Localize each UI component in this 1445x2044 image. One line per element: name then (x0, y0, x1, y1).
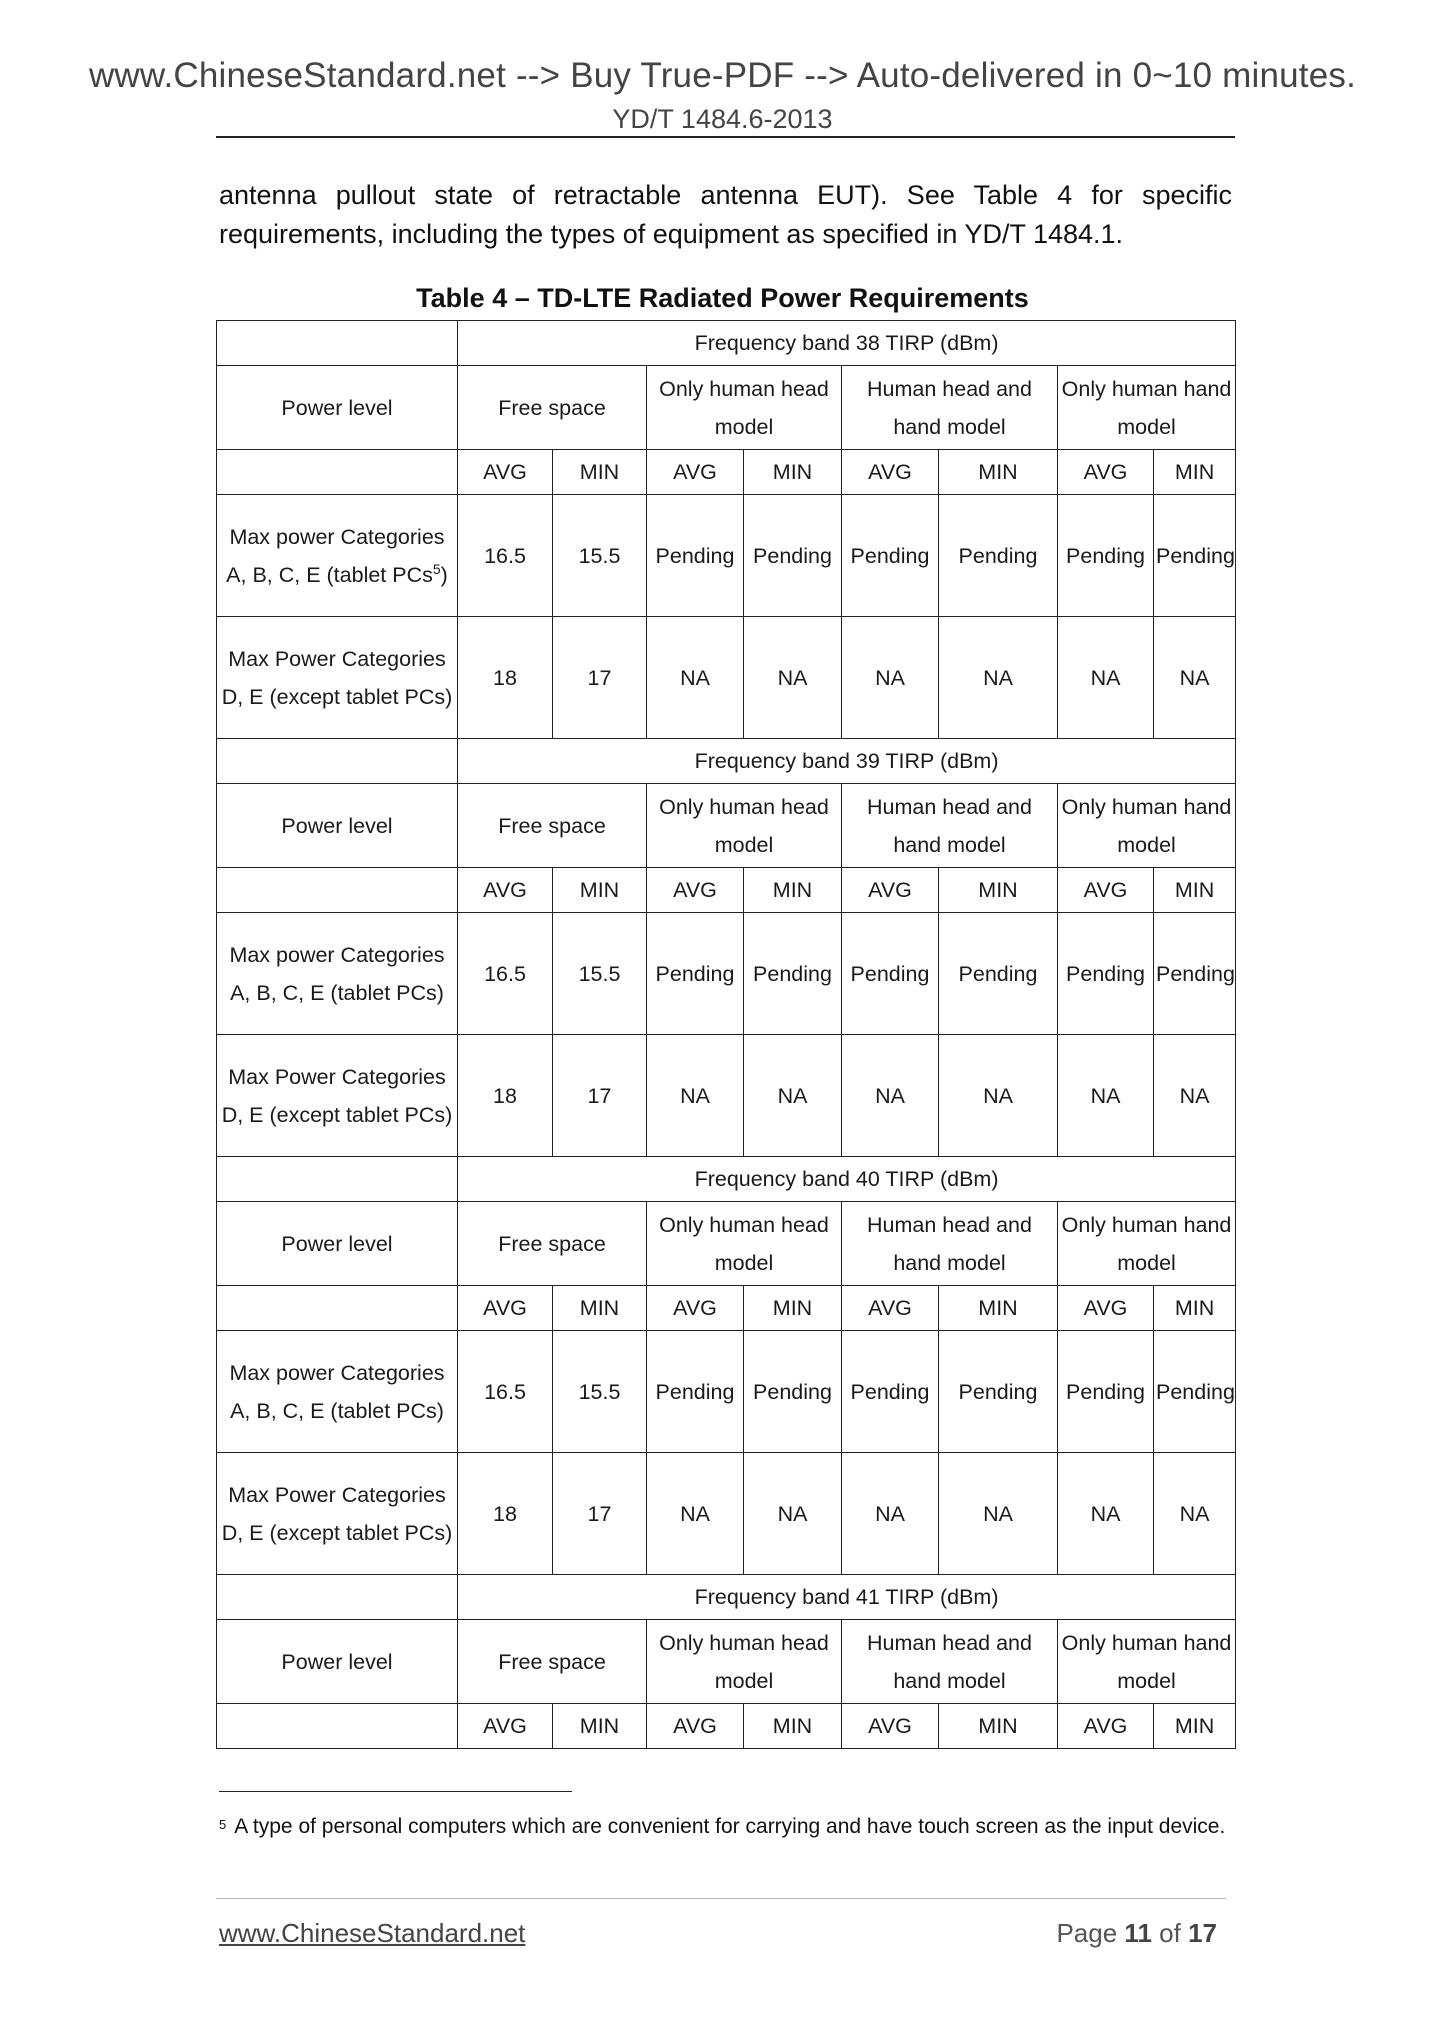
blank-cell (217, 450, 458, 495)
band-row (217, 321, 1236, 366)
band-header: Frequency band 40 TIRP (dBm) (458, 1157, 1236, 1202)
statistic-header: AVG (458, 868, 553, 913)
statistic-header: AVG (458, 450, 553, 495)
statistic-header-row (217, 868, 1236, 913)
value-cell: 15.5 (553, 1331, 647, 1453)
statistic-header-row (217, 1704, 1236, 1749)
statistic-header: MIN (939, 868, 1058, 913)
value-cell: Pending (647, 913, 744, 1035)
table-row (217, 1035, 1236, 1157)
statistic-header: MIN (1154, 868, 1236, 913)
statistic-header: MIN (939, 1704, 1058, 1749)
band-header: Frequency band 41 TIRP (dBm) (458, 1575, 1236, 1620)
statistic-header: MIN (1154, 1286, 1236, 1331)
value-cell: Pending (744, 1331, 842, 1453)
environment-header: Free space (458, 366, 647, 450)
value-cell: NA (744, 1453, 842, 1575)
environment-header: Only human head model (647, 366, 842, 450)
statistic-header-row (217, 450, 1236, 495)
value-cell: NA (1058, 617, 1154, 739)
value-cell: Pending (1058, 495, 1154, 617)
environment-header-row (217, 366, 1236, 450)
statistic-header: MIN (553, 868, 647, 913)
footnote-mark: 5 (219, 1817, 227, 1832)
environment-header-row (217, 1620, 1236, 1704)
value-cell: NA (1058, 1453, 1154, 1575)
power-level-header: Power level (217, 366, 458, 450)
table-container (216, 320, 1235, 1749)
value-cell: 18 (458, 1453, 553, 1575)
value-cell: NA (647, 1035, 744, 1157)
environment-header: Free space (458, 784, 647, 868)
environment-header: Only human hand model (1058, 1620, 1236, 1704)
page-of: of (1159, 1918, 1181, 1948)
statistic-header: MIN (744, 1286, 842, 1331)
row-label (217, 1331, 458, 1453)
statistic-header: AVG (1058, 1704, 1154, 1749)
statistic-header: AVG (1058, 1286, 1154, 1331)
value-cell: Pending (842, 495, 939, 617)
environment-header: Only human hand model (1058, 1202, 1236, 1286)
row-label-text: Max power Categories A, B, C, E (tablet PCs (226, 524, 445, 587)
value-cell: Pending (647, 495, 744, 617)
value-cell: Pending (744, 913, 842, 1035)
footnote-text: A type of personal computers which are convenient for carrying and have touch screen as the input device. (234, 1815, 1226, 1838)
environment-header: Only human head model (647, 1620, 842, 1704)
environment-header: Human head and hand model (842, 784, 1058, 868)
statistic-header: MIN (744, 450, 842, 495)
value-cell: Pending (1058, 913, 1154, 1035)
page-current: 11 (1124, 1918, 1152, 1948)
environment-header-row (217, 784, 1236, 868)
value-cell: Pending (1154, 1331, 1236, 1453)
statistic-header: AVG (647, 1704, 744, 1749)
standard-number: YD/T 1484.6-2013 (612, 104, 833, 134)
environment-header: Only human hand model (1058, 366, 1236, 450)
value-cell: Pending (939, 495, 1058, 617)
statistic-header: AVG (842, 1704, 939, 1749)
statistic-header: AVG (842, 868, 939, 913)
statistic-header: AVG (1058, 868, 1154, 913)
statistic-header: AVG (458, 1704, 553, 1749)
statistic-header: AVG (647, 1286, 744, 1331)
site-banner: www.ChineseStandard.net --> Buy True-PDF --> Auto-delivered in 0~10 minutes. (88, 56, 1357, 95)
blank-cell (217, 739, 458, 784)
power-level-header: Power level (217, 1620, 458, 1704)
value-cell: NA (1154, 1035, 1236, 1157)
value-cell: 15.5 (553, 913, 647, 1035)
value-cell: 17 (553, 1453, 647, 1575)
table-row (217, 1331, 1236, 1453)
blank-cell (217, 1157, 458, 1202)
value-cell: Pending (1058, 1331, 1154, 1453)
blank-cell (217, 321, 458, 366)
value-cell: NA (939, 617, 1058, 739)
value-cell: Pending (1154, 495, 1236, 617)
value-cell: NA (744, 617, 842, 739)
value-cell: Pending (842, 913, 939, 1035)
value-cell: Pending (647, 1331, 744, 1453)
statistic-header: MIN (1154, 1704, 1236, 1749)
environment-header-row (217, 1202, 1236, 1286)
power-level-header: Power level (217, 1202, 458, 1286)
footer-site-link[interactable]: www.ChineseStandard.net (219, 1918, 526, 1948)
environment-header: Human head and hand model (842, 1202, 1058, 1286)
table-row (217, 1453, 1236, 1575)
blank-cell (217, 1704, 458, 1749)
power-level-header: Power level (217, 784, 458, 868)
value-cell: Pending (744, 495, 842, 617)
footnote-divider (219, 1791, 572, 1792)
row-label-text: Max Power Categories D, E (except tablet PCs) (221, 1482, 453, 1545)
page-prefix: Page (1056, 1918, 1118, 1948)
statistic-header: AVG (647, 868, 744, 913)
statistic-header: MIN (553, 1286, 647, 1331)
header-divider (216, 136, 1235, 138)
value-cell: 17 (553, 617, 647, 739)
footnote (219, 1808, 1232, 1846)
row-label-text: Max Power Categories D, E (except tablet PCs) (221, 646, 453, 709)
value-cell: NA (842, 617, 939, 739)
value-cell: 17 (553, 1035, 647, 1157)
value-cell: NA (842, 1035, 939, 1157)
value-cell: NA (647, 1453, 744, 1575)
environment-header: Only human hand model (1058, 784, 1236, 868)
value-cell: Pending (1154, 913, 1236, 1035)
statistic-header: MIN (744, 868, 842, 913)
band-row (217, 1575, 1236, 1620)
band-header: Frequency band 39 TIRP (dBm) (458, 739, 1236, 784)
value-cell: 16.5 (458, 495, 553, 617)
environment-header: Only human head model (647, 1202, 842, 1286)
statistic-header: AVG (842, 450, 939, 495)
table-row (217, 913, 1236, 1035)
band-header: Frequency band 38 TIRP (dBm) (458, 321, 1236, 366)
row-label-text: Max power Categories A, B, C, E (tablet PCs) (229, 1360, 445, 1423)
table-row (217, 495, 1236, 617)
band-row (217, 739, 1236, 784)
band-row (217, 1157, 1236, 1202)
value-cell: 16.5 (458, 1331, 553, 1453)
value-cell: NA (1154, 1453, 1236, 1575)
row-label (217, 913, 458, 1035)
statistic-header-row (217, 1286, 1236, 1331)
value-cell: NA (647, 617, 744, 739)
value-cell: NA (939, 1035, 1058, 1157)
row-label-text: Max power Categories A, B, C, E (tablet PCs) (229, 942, 445, 1005)
environment-header: Free space (458, 1620, 647, 1704)
environment-header: Human head and hand model (842, 366, 1058, 450)
statistic-header: MIN (553, 450, 647, 495)
environment-header: Human head and hand model (842, 1620, 1058, 1704)
page-indicator (1056, 1918, 1217, 1949)
radiated-power-table (216, 320, 1236, 1749)
statistic-header: AVG (842, 1286, 939, 1331)
blank-cell (217, 1286, 458, 1331)
value-cell: Pending (939, 1331, 1058, 1453)
value-cell: NA (744, 1035, 842, 1157)
environment-header: Free space (458, 1202, 647, 1286)
statistic-header: MIN (744, 1704, 842, 1749)
value-cell: Pending (842, 1331, 939, 1453)
statistic-header: MIN (939, 1286, 1058, 1331)
environment-header: Only human head model (647, 784, 842, 868)
row-label (217, 495, 458, 617)
statistic-header: MIN (553, 1704, 647, 1749)
row-label-text: Max Power Categories D, E (except tablet PCs) (221, 1064, 453, 1127)
value-cell: 16.5 (458, 913, 553, 1035)
value-cell: NA (842, 1453, 939, 1575)
value-cell: NA (939, 1453, 1058, 1575)
value-cell: NA (1154, 617, 1236, 739)
table-title: Table 4 – TD-LTE Radiated Power Requirements (416, 283, 1029, 313)
value-cell: Pending (939, 913, 1058, 1035)
statistic-header: AVG (647, 450, 744, 495)
row-label-suffix: ) (440, 562, 448, 587)
row-label (217, 617, 458, 739)
table-row (217, 617, 1236, 739)
table-body (217, 321, 1236, 1749)
page-total: 17 (1188, 1918, 1217, 1948)
row-label (217, 1453, 458, 1575)
blank-cell (217, 868, 458, 913)
intro-paragraph: antenna pullout state of retractable antenna EUT). See Table 4 for specific requirements, including the types of equipment as specified in YD/T 1484.1. (219, 180, 1232, 249)
value-cell: 18 (458, 617, 553, 739)
statistic-header: AVG (458, 1286, 553, 1331)
footnote-reference: 5 (432, 560, 441, 577)
value-cell: 18 (458, 1035, 553, 1157)
statistic-header: MIN (1154, 450, 1236, 495)
footer-divider (216, 1898, 1226, 1899)
value-cell: NA (1058, 1035, 1154, 1157)
row-label (217, 1035, 458, 1157)
statistic-header: AVG (1058, 450, 1154, 495)
statistic-header: MIN (939, 450, 1058, 495)
blank-cell (217, 1575, 458, 1620)
value-cell: 15.5 (553, 495, 647, 617)
